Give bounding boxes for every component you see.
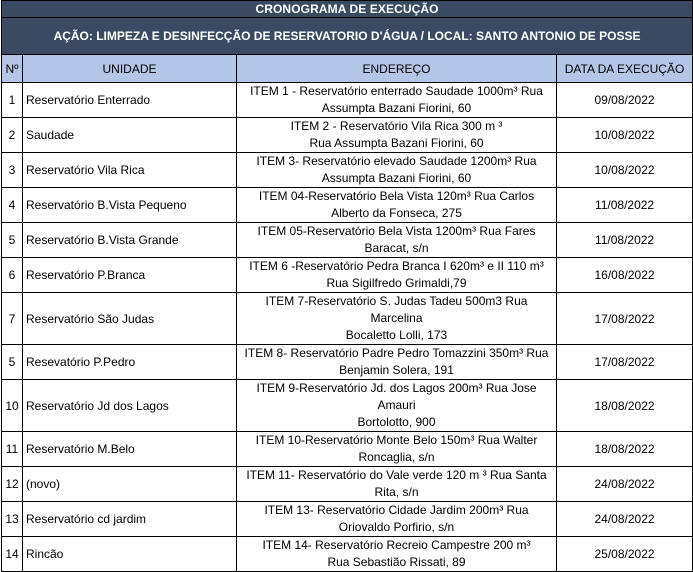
row-unit: Rincão xyxy=(23,537,237,572)
row-address xyxy=(237,153,557,188)
table-row xyxy=(2,83,693,118)
table-row xyxy=(2,502,693,537)
row-address-line1: ITEM 7-Reservatório S. Judas Tadeu 500m3 Rua Marcelina xyxy=(265,294,528,325)
column-header-unit: UNIDADE xyxy=(23,55,237,83)
row-address xyxy=(237,83,557,118)
row-address xyxy=(237,188,557,223)
schedule-sheet xyxy=(1,0,692,572)
row-number: 4 xyxy=(2,188,23,223)
row-unit: Reservatório Jd dos Lagos xyxy=(23,380,237,432)
row-address xyxy=(237,502,557,537)
row-date: 16/08/2022 xyxy=(557,258,693,293)
column-header-num: Nº xyxy=(2,55,23,83)
row-unit: Reservatório cd jardim xyxy=(23,502,237,537)
row-address-line2: Rua Sebastião Rissati, 89 xyxy=(327,555,466,569)
table-row xyxy=(2,118,693,153)
action-row xyxy=(2,18,693,55)
row-number: 5 xyxy=(2,345,23,380)
table-row xyxy=(2,258,693,293)
row-address-line2: Benjamin Solera, 191 xyxy=(339,363,454,377)
title-row xyxy=(2,1,693,18)
row-address-line1: ITEM 2 - Reservatório Vila Rica 300 m ³ xyxy=(290,119,503,133)
column-header-address: ENDEREÇO xyxy=(237,55,557,83)
row-number: 6 xyxy=(2,258,23,293)
row-unit: Resevatório P.Pedro xyxy=(23,345,237,380)
row-address-line1: ITEM 6 -Reservatório Pedra Branca I 620m³ e II 110 m³ xyxy=(249,259,544,273)
row-date: 09/08/2022 xyxy=(557,83,693,118)
row-unit: (novo) xyxy=(23,467,237,502)
row-address xyxy=(237,223,557,258)
row-address-line1: ITEM 05-Reservatório Bela Vista 1200m³ Rua Fares xyxy=(257,224,536,238)
row-number: 7 xyxy=(2,293,23,345)
schedule-table xyxy=(1,0,693,572)
row-unit: Saudade xyxy=(23,118,237,153)
row-date: 11/08/2022 xyxy=(557,188,693,223)
row-address xyxy=(237,467,557,502)
action-description: AÇÃO: LIMPEZA E DESINFECÇÃO DE RESERVATORIO D'ÁGUA / LOCAL: SANTO ANTONIO DE POSSE xyxy=(2,18,693,55)
row-number: 11 xyxy=(2,432,23,467)
row-date: 25/08/2022 xyxy=(557,537,693,572)
row-address xyxy=(237,258,557,293)
row-number: 3 xyxy=(2,153,23,188)
row-date: 18/08/2022 xyxy=(557,432,693,467)
row-address-line2: Assumpta Bazani Fiorini, 60 xyxy=(321,101,472,115)
row-unit: Reservatório Vila Rica xyxy=(23,153,237,188)
row-address-line1: ITEM 14- Reservatório Recreio Campestre 200 m³ xyxy=(262,538,531,552)
row-unit: Reservatório São Judas xyxy=(23,293,237,345)
row-address-line1: ITEM 10-Reservatório Monte Belo 150m³ Rua Walter xyxy=(255,433,538,447)
column-header-date: DATA DA EXECUÇÃO xyxy=(557,55,693,83)
table-row xyxy=(2,345,693,380)
row-address xyxy=(237,345,557,380)
row-date: 17/08/2022 xyxy=(557,345,693,380)
row-address-line2: Alberto da Fonseca, 275 xyxy=(331,206,462,220)
column-header-row xyxy=(2,55,693,83)
row-unit: Reservatório B.Vista Grande xyxy=(23,223,237,258)
row-address-line2: Assumpta Bazani Fiorini, 60 xyxy=(321,171,472,185)
row-address xyxy=(237,293,557,345)
row-address-line1: ITEM 8- Reservatório Padre Pedro Tomazzini 350m³ Rua xyxy=(244,346,549,360)
row-number: 13 xyxy=(2,502,23,537)
row-unit: Reservatório Enterrado xyxy=(23,83,237,118)
sheet-title: CRONOGRAMA DE EXECUÇÃO xyxy=(2,1,693,18)
row-address-line2: Roncaglia, s/n xyxy=(358,450,435,464)
row-date: 17/08/2022 xyxy=(557,293,693,345)
row-address-line2: Rita, s/n xyxy=(374,485,419,499)
row-number: 2 xyxy=(2,118,23,153)
row-unit: Reservatório P.Branca xyxy=(23,258,237,293)
row-number: 5 xyxy=(2,223,23,258)
row-address-line1: ITEM 11- Reservatório do Vale verde 120 m ³ Rua Santa xyxy=(246,468,547,482)
row-date: 18/08/2022 xyxy=(557,380,693,432)
row-date: 11/08/2022 xyxy=(557,223,693,258)
row-unit: Reservatório M.Belo xyxy=(23,432,237,467)
row-address xyxy=(237,537,557,572)
row-address-line2: Oriovaldo Porfirio, s/n xyxy=(338,520,455,534)
table-row xyxy=(2,188,693,223)
table-row xyxy=(2,432,693,467)
row-address-line1: ITEM 1 - Reservatório enterrado Saudade 1000m³ Rua xyxy=(250,84,543,98)
table-row xyxy=(2,223,693,258)
row-number: 14 xyxy=(2,537,23,572)
row-address-line1: ITEM 04-Reservatório Bela Vista 120m³ Rua Carlos xyxy=(258,189,535,203)
row-address-line1: ITEM 3- Reservatório elevado Saudade 1200m³ Rua xyxy=(256,154,537,168)
row-number: 1 xyxy=(2,83,23,118)
row-unit: Reservatório B.Vista Pequeno xyxy=(23,188,237,223)
row-address xyxy=(237,432,557,467)
row-address xyxy=(237,118,557,153)
row-address-line2: Rua Assumpta Bazani Fiorini, 60 xyxy=(309,136,484,150)
table-row xyxy=(2,153,693,188)
row-date: 10/08/2022 xyxy=(557,153,693,188)
row-date: 24/08/2022 xyxy=(557,502,693,537)
row-date: 10/08/2022 xyxy=(557,118,693,153)
row-date: 24/08/2022 xyxy=(557,467,693,502)
row-number: 10 xyxy=(2,380,23,432)
table-row xyxy=(2,293,693,345)
row-address xyxy=(237,380,557,432)
row-address-line2: Bortolotto, 900 xyxy=(357,415,436,429)
row-address-line2: Rua Sigilfredo Grimaldi,79 xyxy=(326,276,467,290)
table-row xyxy=(2,380,693,432)
table-row xyxy=(2,467,693,502)
table-row xyxy=(2,537,693,572)
row-address-line1: ITEM 9-Reservatório Jd. dos Lagos 200m³ Rua Jose Amauri xyxy=(256,381,537,412)
row-number: 12 xyxy=(2,467,23,502)
row-address-line2: Baracat, s/n xyxy=(364,241,429,255)
row-address-line1: ITEM 13- Reservatório Cidade Jardim 200m³ Rua xyxy=(264,503,529,517)
row-address-line2: Bocaletto Lolli, 173 xyxy=(345,328,448,342)
